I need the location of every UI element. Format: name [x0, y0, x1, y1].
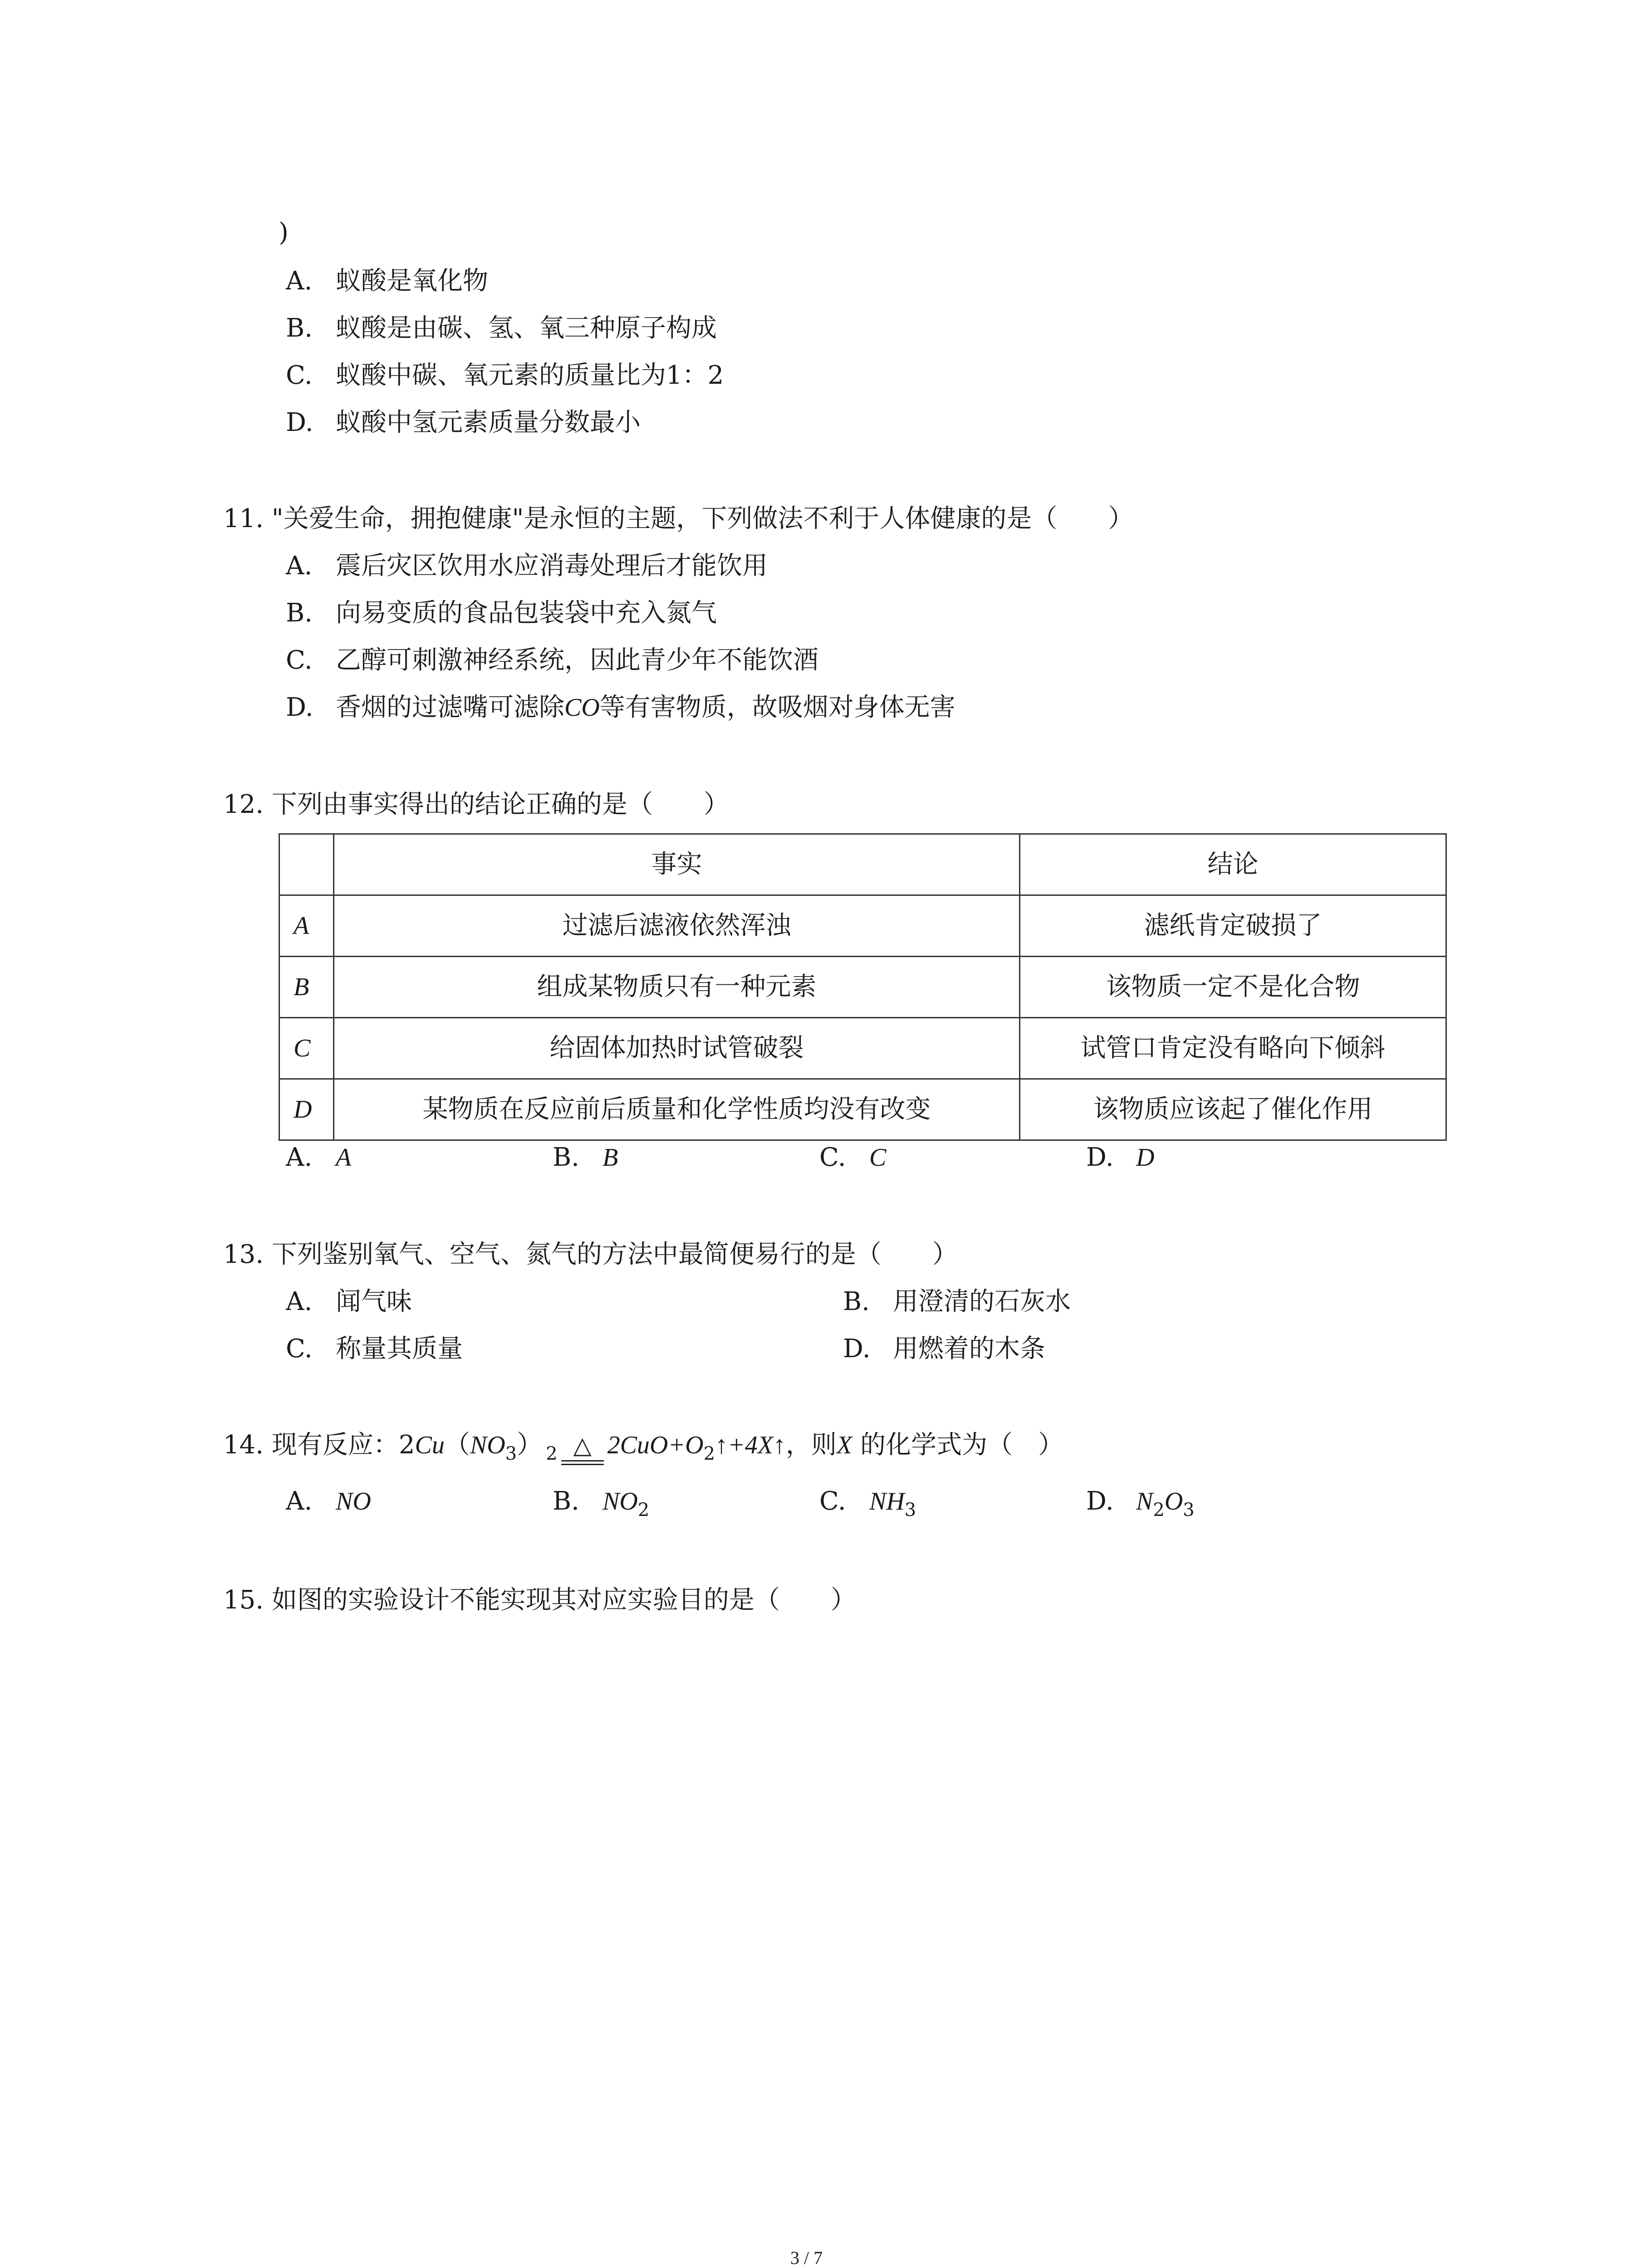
q13-option-a: A. 闻气味	[286, 1287, 412, 1316]
conclusion-cell: 该物质应该起了催化作用	[1020, 1079, 1446, 1140]
conclusion-cell: 滤纸肯定破损了	[1020, 895, 1446, 957]
q14-option-c: C. $NH_3$	[819, 1486, 916, 1520]
fact-cell: 组成某物质只有一种元素	[334, 957, 1020, 1018]
table-row	[279, 1018, 1446, 1079]
table-header-cell: 事实	[334, 834, 1020, 895]
q10-option-a: A. 蚁酸是氧化物	[286, 266, 488, 296]
q13-option-c: C. 称量其质量	[286, 1334, 463, 1364]
table-header-cell: 结论	[1020, 834, 1446, 895]
row-label: C	[279, 1018, 334, 1079]
q11-option-c: C. 乙醇可刺激神经系统，因此青少年不能饮酒	[286, 645, 818, 675]
conclusion-cell: 该物质一定不是化合物	[1020, 957, 1446, 1018]
row-label: B	[279, 957, 334, 1018]
q12-option-a: A. A	[286, 1143, 352, 1172]
q14-option-a: A. NO	[286, 1486, 371, 1516]
q14-stem: 14. 现有反应：$2Cu(NO_3)$ $_2$ △ $2CuO+O_2↑+4X↑$，则X 的化学式为（ ）	[223, 1430, 1064, 1464]
fact-cell: 过滤后滤液依然浑浊	[334, 895, 1020, 957]
q12-option-b: B. B	[553, 1143, 618, 1172]
triangle-icon: △	[573, 1432, 592, 1459]
formula-co: CO	[564, 694, 600, 722]
fact-cell: 某物质在反应前后质量和化学性质均没有改变	[334, 1079, 1020, 1140]
q12-stem: 12. 下列由事实得出的结论正确的是（ ）	[223, 790, 729, 819]
table-header-row	[279, 834, 1446, 895]
q14-option-d: D. $N_2O_3$	[1086, 1486, 1195, 1520]
table-row	[279, 895, 1446, 957]
q11-stem: 11. "关爱生命，拥抱健康"是永恒的主题，下列做法不利于人体健康的是（ ）	[223, 504, 1134, 533]
heating-condition	[558, 1432, 607, 1458]
q10-option-c: C. 蚁酸中碳、氧元素的质量比为1：2	[286, 361, 724, 390]
q10-closing-paren: )	[279, 218, 289, 247]
q13-option-d: D. 用燃着的木条	[843, 1334, 1045, 1364]
facts-table	[279, 833, 1447, 1141]
q13-stem: 13. 下列鉴别氧气、空气、氮气的方法中最简便易行的是（ ）	[223, 1240, 958, 1269]
q14-option-b: B. $NO_2$	[553, 1486, 650, 1520]
table-row	[279, 1079, 1446, 1140]
q13-option-b: B. 用澄清的石灰水	[843, 1287, 1071, 1316]
page-number: 3 / 7	[790, 2248, 823, 2268]
q11-option-a: A. 震后灾区饮用水应消毒处理后才能饮用	[286, 551, 768, 581]
q12-option-d: D. D	[1086, 1143, 1155, 1172]
fact-cell: 给固体加热时试管破裂	[334, 1018, 1020, 1079]
q15-stem: 15. 如图的实验设计不能实现其对应实验目的是（ ）	[223, 1585, 856, 1615]
q10-option-b: B. 蚁酸是由碳、氢、氧三种原子构成	[286, 313, 717, 343]
table-row	[279, 957, 1446, 1018]
q10-option-d: D. 蚁酸中氢元素质量分数最小	[286, 408, 641, 437]
row-label: A	[279, 895, 334, 957]
row-label: D	[279, 1079, 334, 1140]
conclusion-cell: 试管口肯定没有略向下倾斜	[1020, 1018, 1446, 1079]
q11-option-d: D. 香烟的过滤嘴可滤除CO等有害物质，故吸烟对身体无害	[286, 693, 955, 722]
q12-option-c: C. C	[819, 1143, 887, 1172]
table-header-cell	[279, 834, 334, 895]
q11-option-b: B. 向易变质的食品包装袋中充入氮气	[286, 598, 717, 628]
